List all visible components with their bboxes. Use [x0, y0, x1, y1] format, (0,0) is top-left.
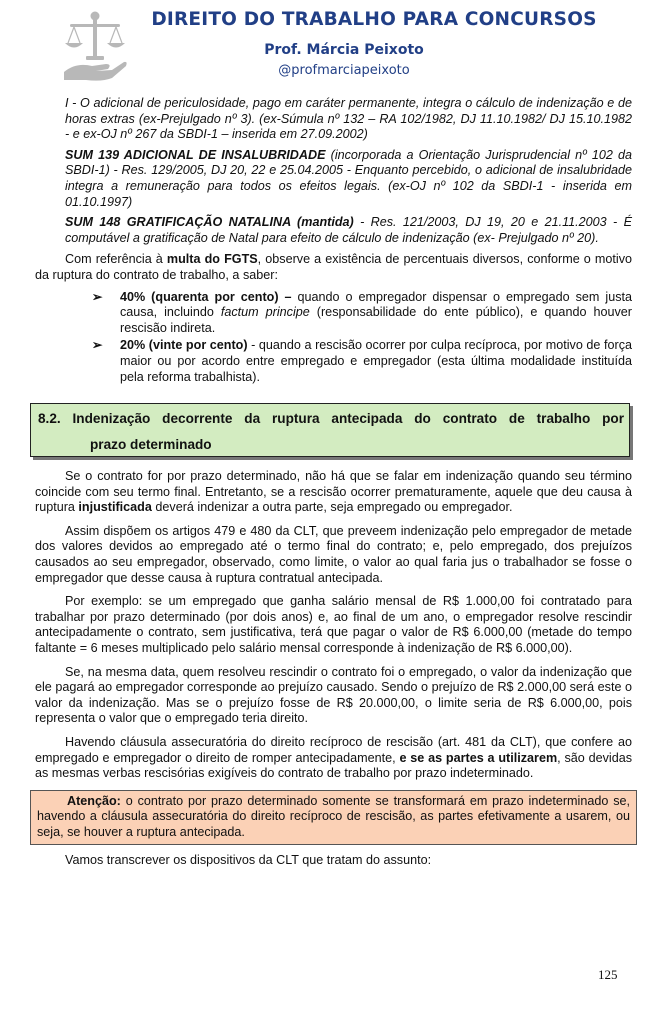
quote-sum-148-title: SUM 148 GRATIFICAÇÃO NATALINA (mantida) [65, 215, 354, 230]
p5-text: Havendo cláusula assecuratória do direito recíproco de rescisão (art. 481 da CLT), que confere ao empregado e empregador o direito de romper antecipadamente, [35, 735, 632, 765]
arrow-bullet-icon: ➢ [92, 338, 103, 353]
list-item-italic: factum principe [220, 305, 310, 320]
p5-bold: e se as partes a utilizarem [399, 750, 558, 765]
paragraph-3: Por exemplo: se um empregado que ganha salário mensal de R$ 1.000,00 foi contratado para trabalhar por prazo determinado (por dois anos) e, ao final de um ano, o empregador resolve rescindir antecipadamente o contrato, sem justificativa, terá que pagar o valor de R$ 6.000,00 (metade do tempo faltante = 6 meses multiplicado pelo salário mensal corresponde à indenização de R$ 6.000,00). [35, 594, 632, 656]
quote-sum-148 [35, 215, 632, 246]
page-content [35, 96, 632, 876]
quote-sum-139-title: SUM 139 ADICIONAL DE INSALUBRIDADE [65, 147, 326, 162]
p1-text: Se o contrato for por prazo determinado, não há que se falar em indenização quando seu término coincide com seu termo final. Entretanto, se a rescisão ocorrer prematuramente, aquele que deu causa à ruptura [35, 469, 632, 515]
header-title: DIREITO DO TRABALHO PARA CONCURSOS [151, 9, 597, 30]
quote-periculosidade: I - O adicional de periculosidade, pago em caráter permanente, integra o cálculo de indenização e de horas extras (ex-Prejulgado nº 3). (ex-Súmula nº 132 – RA 102/1982, DJ 11.10.1982/ DJ 15.10.1982 - e ex-OJ nº 267 da SBDI-1 – inserida em 27.09.2002) [65, 96, 632, 142]
p1-text-end: deverá indenizar a outra parte, seja empregado ou empregador. [151, 500, 513, 515]
list-item-bold: 40% (quarenta por cento) – [120, 289, 292, 304]
list-item-bold: 20% (vinte por cento) [120, 338, 248, 353]
header-author: Prof. Márcia Peixoto [264, 42, 424, 58]
section-heading-line2: prazo determinado [90, 437, 212, 453]
fgts-list [35, 290, 632, 386]
list-item [92, 289, 632, 337]
paragraph-fgts [35, 252, 632, 283]
section-heading-line1: 8.2. Indenização decorrente da ruptura antecipada do contrato de trabalho por [38, 411, 624, 427]
attention-box [30, 790, 637, 845]
list-item [92, 338, 633, 385]
paragraph-5 [35, 735, 632, 782]
paragraph-2: Assim dispõem os artigos 479 e 480 da CLT, que preveem indenização pelo empregador de metade dos valores devidos ao empregado até o termo final do contrato; e, pelo empregado, dos prejuízos causados ao seu empregador, observado, como limite, o valor ao qual faria jus o trabalhador se fosse o empregador que desse causa à ruptura contratual antecipada. [35, 523, 632, 585]
attention-text: o contrato por prazo determinado somente se transformará em prazo indeterminado se, havendo a cláusula assecuratória do direito recíproco de rescisão, as partes efetivamente a usarem, ou seja, se houver a ruptura antecipada. [37, 793, 630, 839]
paragraph-4: Se, na mesma data, quem resolveu rescindir o contrato foi o empregado, o valor da indenização que ele pagará ao empregador corresponde ao prejuízo causado. Sendo o prejuízo de R$ 2.000,00 será este o valor da indenização. Mas se o prejuízo fosse de R$ 20.000,00, o limite seria de R$ 6.000,00, pois representa o valor que o empregado teria direito. [35, 664, 632, 726]
attention-label: Atenção: [67, 793, 121, 808]
fgts-bold: multa do FGTS [166, 252, 258, 267]
fgts-text-before: Com referência à [65, 252, 167, 267]
p5-text-end: , são devidas as mesmas verbas rescisórias exigíveis do contrato de trabalho por prazo indeterminado. [35, 750, 632, 781]
quote-sum-148-text: - Res. 121/2003, DJ 19, 20 e 21.11.2003 - É computável a gratificação de Natal para efeito de cálculo de indenização (ex- Prejulgado nº 20). [65, 215, 632, 245]
page-number: 125 [598, 967, 618, 982]
quote-sum-139-text: (incorporada a Orientação Jurisprudencial nº 102 da SBDI-1) - Res. 129/2005, DJ 20, 22 e 25.04.2005 - Enquanto percebido, o adicional de insalubridade integra a remuneração para todos os efeitos legais. (ex-OJ nº 102 da SBDI-1 - inserida em 01.10.1997) [65, 147, 632, 209]
header-handle: @profmarciapeixoto [278, 63, 410, 78]
paragraph-6: Vamos transcrever os dispositivos da CLT que tratam do assunto: [65, 852, 432, 867]
arrow-bullet-icon: ➢ [92, 289, 103, 304]
p1-bold: injustificada [78, 500, 152, 515]
scales-of-justice-icon [62, 10, 128, 84]
list-item-text: quando o empregador dispensar o empregado sem justa causa, incluindo [120, 289, 632, 320]
page-header [0, 0, 669, 90]
section-heading [35, 403, 632, 459]
quote-sum-139 [35, 148, 632, 210]
fgts-text-after: , observe a existência de percentuais diversos, conforme o motivo da ruptura do contrato de trabalho, a saber: [35, 252, 632, 282]
list-item-text: - quando a rescisão ocorrer por culpa recíproca, por motivo de força maior ou por acordo entre empregado e empregador (esta última modalidade instituída pela reforma trabalhista). [120, 338, 633, 384]
list-item-text: (responsabilidade do ente público), e quando houver rescisão indireta. [120, 305, 632, 335]
paragraph-1 [35, 469, 632, 516]
